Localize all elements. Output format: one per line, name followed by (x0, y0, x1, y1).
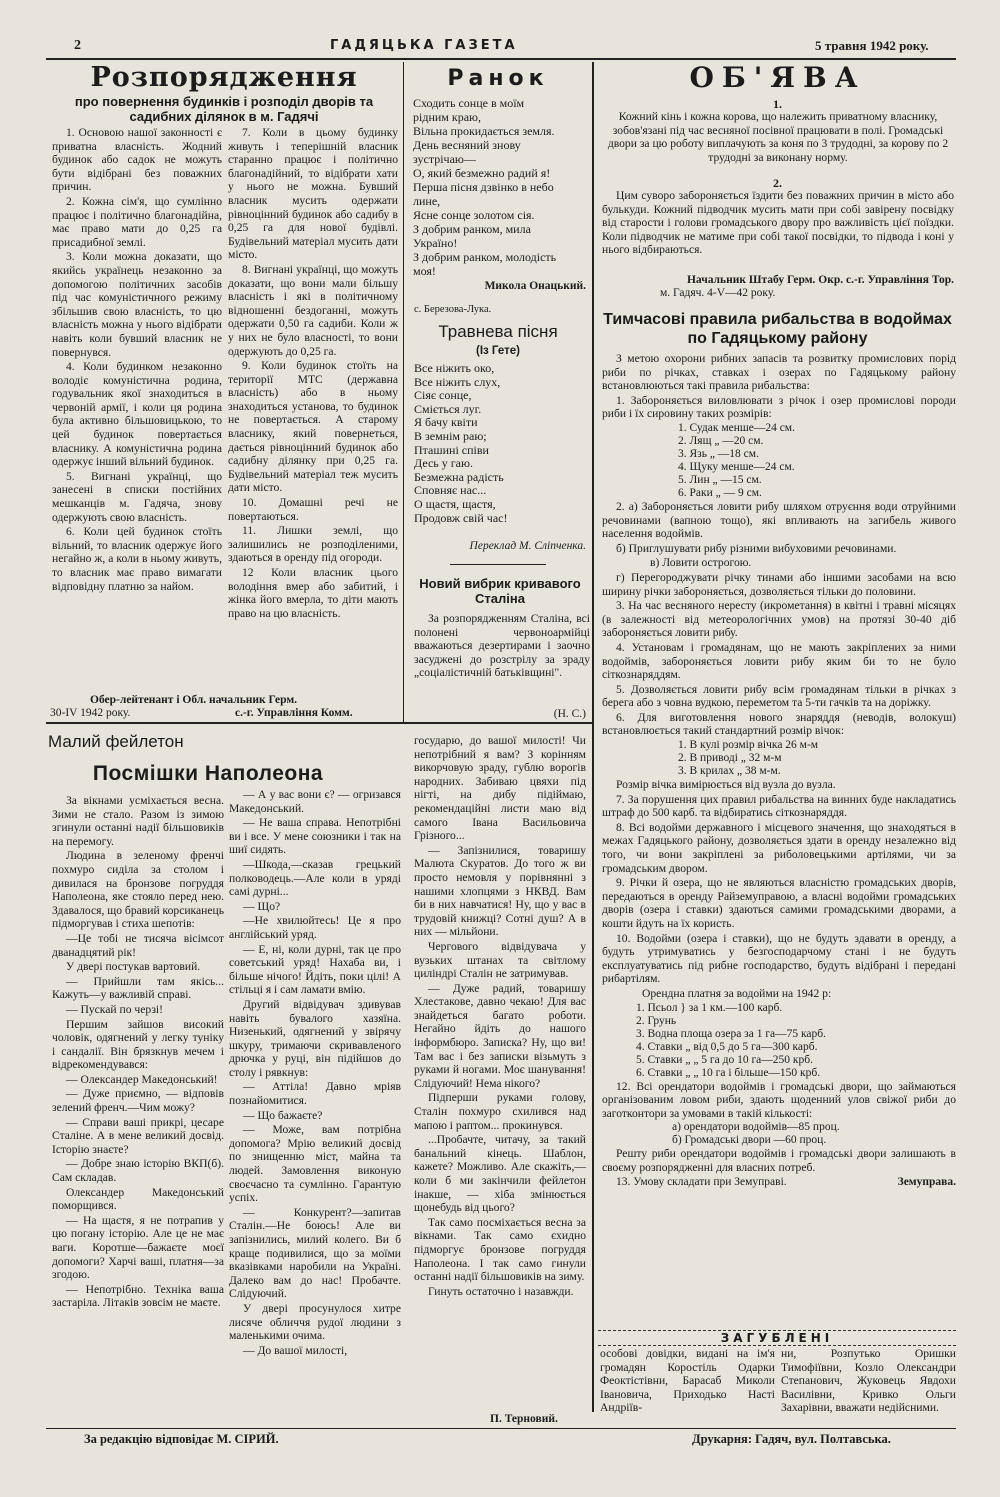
note-sign: (Н. С.) (553, 708, 586, 720)
list-item: 1. В кулі розмір вічка 26 м-м (678, 739, 819, 752)
list-item: 3. Язь „ —18 см. (678, 447, 759, 460)
feuilleton-author: П. Терновий. (490, 1413, 558, 1425)
poem-place: с. Березова-Лука. (414, 304, 492, 315)
column-rule (592, 62, 594, 1412)
feuilleton-paragraph: — До вашої милості, (243, 1343, 348, 1357)
fishing-paragraph: Орендна платня за водойми на 1942 р: (642, 986, 832, 1000)
section-rule (46, 722, 592, 724)
footer-printer: Друкарня: Гадяч, вул. Полтавська. (692, 1432, 891, 1446)
feuilleton-column-1 (52, 794, 224, 1311)
decree-paragraph: 2. Кожна сім'я, що сумлінно працює і політично благонадійна, має право мати до 0,25 га присадибної землі. (52, 194, 222, 249)
decree-paragraph: 4. Коли будинком незаконно володіє комуністична родина, годувальник якої знаходиться в червоній армії, і коли ця родина була активно більшовицькою, то цей будинок повертається власнику. А комуністична родина одержує інший вільний будинок. (52, 360, 222, 469)
poem-subtitle: (Із Гете) (476, 345, 520, 357)
fishing-paragraph: 13. Умову складати при Земуправі. (616, 1175, 787, 1188)
notice-item-number: 1. (773, 97, 782, 111)
decree-column-2 (228, 126, 398, 621)
lost-text-col-2 (781, 1347, 956, 1416)
decree-paragraph: 5. Вигнані українці, що занесені в списки постійних мешканців м. Гадяча, знову одержують свою власність. (52, 469, 222, 524)
feuilleton-paragraph: — Дуже радий, товаришу Хлестакове, давно чекаю! Для вас знайдеться багато роботи. Негайно йдіть до нашого інформбюро. Записка? Ну, що ви! Там вас і без записки візьмуть з руками й ногами. Моє шанування! Слідуючий! Нема нікого? (414, 981, 586, 1090)
list-item: б) Громадські двори —60 проц. (672, 1134, 827, 1147)
feuilleton-paragraph: ...Пробачте, читачу, за такий банальний кінець. Шаблон, кажете? Можливо. Але скажіть,—коли б ми закінчили фейлетон інакше, — хіба змінюється щонебудь від цього? (414, 1133, 586, 1215)
fishing-sign: Земуправа. (897, 1175, 956, 1188)
feuilleton-paragraph: — Непотрібно. Техніка ваша застаріла. Літаків зовсім не маєте. (52, 1282, 224, 1310)
feuilleton-paragraph: Першим зайшов високий чоловік, одягнений у легку туніку і сандалії. Він брязкнув мечем і відрекомендувався: (52, 1017, 224, 1072)
feuilleton-paragraph: — Що бажаєте? (243, 1108, 323, 1122)
notice-body-2 (602, 189, 954, 258)
feuilleton-paragraph: — Дуже приємно, — відповів зелений френч.—Чим можу? (52, 1087, 224, 1115)
size-list (602, 422, 956, 500)
fishing-paragraph: З метою охорони рибних запасів та розвитку промислових порід риби по річках, ставках і озерах по Гадяцькому району встановлюються такі правила рибальства: (602, 352, 956, 393)
decree-paragraph: 6. Коли цей будинок стоїть вільний, то власник одержує його негайно ж, а коли в ньому живуть, то власник має право вимагати відповідну платню за найом. (52, 525, 222, 593)
decree-paragraph: 9. Коли будинок стоїть на території МТС (державна власність) або в ньому знаходиться установа, то будинок не повертається. А старому власнику, який повернеться, дається рівноцінний будинок або садибну ділянку при 0,25 га. Будівельний матеріал теж мусить дати місто. (228, 359, 398, 495)
feuilleton-paragraph: —Це тобі не тисяча вісімсот дванадцятий рік! (52, 931, 224, 959)
issue-date: 5 травня 1942 року. (815, 38, 929, 53)
feuilleton-paragraph: У двері постукав вартовий. (66, 960, 201, 974)
list-item: 1. Псьол } за 1 км.—100 карб. (636, 1001, 783, 1014)
feuilleton-paragraph: Олександер Македонський поморщився. (52, 1185, 224, 1213)
poem-text: Сходить сонце в моїм рідним краю, Вільна прокидається земля. День весняний знову зустрічаю— О, який безмежно радий я! Перша пісня дзвінко в небо лине, Ясне сонце золотом сія. З добрим ранком, мила Україно! З добрим ранком, молодість моя! (413, 96, 557, 278)
fishing-paragraph: Розмір вічка вимірюється від вузла до вузла. (616, 778, 836, 792)
decree-column-1 (52, 126, 222, 594)
list-item: 3. Водна площа озера за 1 га—75 карб. (636, 1027, 827, 1040)
feuilleton-title: Посмішки Наполеона (92, 762, 324, 785)
poem-text: Все ніжить око, Все ніжить слух, Сіяє сонце, Сміється луг. Я бачу квіти В земнім раю; Пташині співи Десь у гаю. Безмежна радість Сповняє нас... О щастя, щастя, Продовж свій час! (414, 361, 508, 525)
fishing-footer (602, 1176, 956, 1190)
decree-date: 30-IV 1942 року. (50, 707, 131, 719)
feuilleton-paragraph: — Олександер Македонський! (66, 1072, 218, 1086)
mesh-list (602, 739, 956, 778)
note-text: За розпорядженням Сталіна, всі полонені червоноармійці вважаються дезертирами і заочно засуджені до розстрілу за зраду „соціалістичній батьківщині". (414, 612, 590, 680)
header-rule (46, 58, 956, 60)
fishing-title: Тимчасові правила рибальства в водоймах по Гадяцькому району (603, 311, 952, 347)
feuilleton-column-2 (229, 788, 401, 1358)
decree-title: Розпорядження (90, 62, 358, 93)
feuilleton-paragraph: государю, до вашої милості! Чи непотрібний я вам? З корінням викорчовую зраду, гублю ворогів народних. Забиваю цвяхи під нігті, на дибу підіймаю, рекомендаційні листи маю від самого Івана Васильовича Грізного... (414, 734, 586, 843)
lost-text-col-1 (600, 1347, 775, 1416)
list-item: 1. Судак менше—24 см. (678, 421, 795, 434)
list-item: 3. В крилах „ 38 м-м. (678, 765, 781, 778)
feuilleton-paragraph: — А у вас вони є? — огризався Македонський. (229, 788, 401, 815)
list-item: 5. Ставки „ „ 5 га до 10 га—250 крб. (636, 1053, 813, 1066)
notice-item-number: 2. (773, 176, 782, 190)
note-body (414, 612, 590, 681)
feuilleton-paragraph: —Шкода,—сказав грецький полководець.—Але коли в уряді самі дурні... (229, 857, 401, 899)
decree-paragraph: 11. Лишки землі, що залишились не розподіленими, здаються в оренду під огороди. (228, 524, 398, 565)
list-item: 4. Ставки „ від 0,5 до 5 га—300 карб. (636, 1040, 818, 1053)
poem-author: Микола Онацький. (484, 280, 586, 292)
fishing-paragraph: 10. Водойми (озера і ставки), що не будуть здавати в оренду, а будуть утримуватись у безгосподарчому стані і не будуть експлуатуватись під рибне господарство, будуть відібрані і передані рибартілям. (602, 931, 956, 986)
feuilleton-paragraph: —Не хвилюйтесь! Це я про англійський уряд. (229, 914, 401, 941)
notice-paragraph: Цим суворо забороняється їздити без поважних причин в місто або булькуди. Кожний підводчик мусить мати при собі завірену посвідку від старости і голови громадського двору про важливість цієї поїздки. Коли підводчик не матиме при собі такої посвідки, то підвода і коні у нього відбираються. (602, 189, 954, 257)
fishing-paragraph: 5. Дозволяється ловити рибу всім громадянам тільки в річках з берега або з човна вудкою, переметом та 5-ти гачків та на доріжку. (602, 682, 956, 710)
note-title: Новий вибрик кривавого Сталіна (419, 576, 581, 606)
fishing-paragraph: 1. Забороняється виловлювати з річок і озер промислові породи риби і їх сировину таких розмірів: (602, 393, 956, 421)
lost-text: особові довідки, видані на ім'я громадян Коростіль Одарки Феоктістівни, Бараcаб Миколи Івановича, Приходько Насті Андріїв- (600, 1347, 775, 1415)
poem-title: Ранок (447, 66, 549, 91)
list-item: 2. Грунь (636, 1014, 677, 1027)
list-item: 6. Раки „ — 9 см. (678, 486, 762, 499)
poem-title: Травнева пісня (438, 322, 558, 341)
decree-signature-2: с.-г. Управління Комм. (235, 707, 353, 719)
decree-signature: Обер-лейтенант і Обл. начальник Герм. (90, 694, 298, 706)
decree-paragraph: 3. Коли можна доказати, що якийсь українець незаконно за допомогою політичних засобів під час комуністичного режиму збільшив свою власність, то цю власність можна у нього відібрати навіть коли бувший власник не повернувся. (52, 250, 222, 359)
fishing-rules (602, 352, 956, 1189)
fishing-paragraph: 7. За порушення цих правил рибальства на винних буде накладатись штраф до 500 карб. та відбиратись сіткознаряддя. (602, 792, 956, 820)
decree-subtitle: про повернення будинків і розподіл дворів та садибних ділянок в м. Гадячі (74, 94, 374, 124)
list-item: 2. В приводі „ 32 м-м (678, 752, 782, 765)
fishing-paragraph: Решту риби орендатори водоймів і громадські двори залишають в своєму розпорядженні для власних потреб. (602, 1147, 956, 1174)
fishing-paragraph: 4. Установам і громадянам, що не мають закріплених за ними водоймів, забороняється ловити рибу яким би то не було сіткознаряддям. (602, 640, 956, 682)
feuilleton-paragraph: — Може, вам потрібна допомога? Мрію великий досвід по знищенню міст, майна та людей. Замовлення виконую своєчасно та сумлінно. Гарантую успіх. (229, 1123, 401, 1205)
divider (450, 564, 546, 565)
feuilleton-paragraph: — Аттіла! Давно мріяв познайомитися. (229, 1080, 401, 1108)
fishing-paragraph: 8. Всі водойми державного і місцевого значення, що знаходяться в межах Гадяцького району, дозволяється здати в оренду незалежно від того, чи вони закріплені за риболовецькими артілями, чи за громадським двором. (602, 820, 956, 875)
fishing-paragraph: 6. Для виготовлення нового знаряддя (неводів, волокуш) встановлюється такий стандартний розмір вічок: (602, 710, 956, 738)
list-item: 5. Лин „ —15 см. (678, 473, 762, 486)
feuilleton-kicker: Малий фейлетон (48, 732, 184, 751)
decree-paragraph: 10. Домашні речі не повертаються. (228, 496, 398, 523)
feuilleton-column-3 (414, 734, 586, 1299)
feuilleton-paragraph: — Справи ваші прикрі, цесаре Сталіне. А в мене великий досвід. Історію знаєте? (52, 1115, 224, 1156)
lost-text: ни, Розпутько Оришки Тимофіївни, Козло Олександри Степанович, Жуковець Явдохи Василівни, Кривко Ольги Захарівни, вважати недійсними. (781, 1347, 956, 1415)
feuilleton-paragraph: Так само посміхається весна за вікнами. Так само єхидно підморгує бронзове погруддя Наполеона. І так само гинули останні надії більшовиків на зиму. (414, 1215, 586, 1284)
fishing-paragraph: б) Приглушувати рибу різними вибуховими речовинами. (616, 541, 897, 555)
feuilleton-paragraph: — Що? (243, 899, 281, 913)
rent-list (602, 1002, 956, 1080)
fishing-paragraph: 3. На час весняного нересту (икрометання) в квітні і травні місяцях (в залежності від метеорологічних умов) на протязі 30-40 діб забороняється ловити рибу. (602, 599, 956, 640)
feuilleton-paragraph: Гинуть остаточно і назавжди. (428, 1284, 574, 1298)
poem-translator: Переклад М. Сліпченка. (469, 540, 586, 552)
footer-rule (46, 1428, 956, 1429)
page-number: 2 (74, 38, 81, 53)
fishing-paragraph: 9. Річки й озера, що не являються власністю громадських дворів, передаються в оренду Райземуправою, а власні водойми громадських дворів (озера і ставки) здаються самими громадськими дворами, а кошти йдуть на їх користь. (602, 876, 956, 930)
feuilleton-paragraph: — Прийшли там якісь... Кажуть—у важливій справі. (52, 974, 224, 1002)
feuilleton-paragraph: — Не ваша справа. Непотрібні ви і все. У мене союзники і так на шиї сидять. (229, 816, 401, 857)
newspaper-title: ГАДЯЦЬКА ГАЗЕТА (330, 38, 518, 53)
feuilleton-paragraph: Людина в зеленому френчі похмуро сиділа за столом і дивилася на бронзове погруддя Наполеона, яке стояло перед нею. Здавалося, що бравий корсиканець підморгував і стиха шепотів: (52, 849, 224, 931)
feuilleton-paragraph: — На щастя, я не потрапив у цю погану історію. Але це не має ваги. Коротше—бажаєте моєї допомоги? Харчі ваші, платня—за згодою. (52, 1213, 224, 1282)
decree-paragraph: 8. Вигнані українці, що можуть доказати, що вони мали більшу власність і які в політичному відношенні бездоганні, можуть одержати 0,50 га садиби. Коли ж у них не було власності, то вони одержують до 0,25 га. (228, 262, 398, 358)
footer-editor: За редакцію відповідає М. СІРИЙ. (84, 1432, 279, 1446)
quota-list (602, 1121, 956, 1147)
feuilleton-paragraph: — Запізнилися, товаришу Малюта Скуратов. До того ж ви просто немовля у порівнянні з нашими хлопцями з НКВД. Вам би в них навчатися! Ну, що у вас в трудовій книжці? Сотні душ? А в них — мільйони. (414, 843, 586, 939)
feuilleton-paragraph: — Конкурент?—запитав Сталін.—Не боюсь! Але ви запізнились, милий колего. Ви б краще подивилися, що за моїми вказівками наробили на Україні. Далеко вам до нас! Пробачте. Слідуючий. (229, 1205, 401, 1301)
decree-paragraph: 7. Коли в цьому будинку живуть і теперішній власник старанно працює і політично благонадійний, то відібрати хати у нього не можна. Бувший власник мусить одержати рівноцінний будинок або садибу в 0,25 га для нової будівлі. Будівельний матеріал мусить дати місто. (228, 126, 398, 262)
notice-sign: Начальник Штабу Герм. Окр. с.-г. Управління Тор. (686, 274, 954, 286)
list-item: 4. Щуку менше—24 см. (678, 460, 795, 473)
notice-paragraph: Кожний кінь і кожна корова, що належить приватному власнику, зобов'язані під час весняної посівної працювати в полі. Громадські двори за цю роботу виплачують за коня по 3 трудодні, за корову по 2 трудодні за виконану норму. (607, 110, 949, 164)
fishing-paragraph: в) Ловити острогою. (650, 556, 752, 570)
fishing-paragraph: 12. Всі орендатори водоймів і громадські двори, що займаються організованим ловом риби, здають щоденний улов свіжої риби до заготконтори за умовами в такій кількості: (602, 1079, 956, 1120)
decree-paragraph: 12 Коли власник цього володіння вмер або забитий, і жінка його вмерла, то діти мають право на цю власність. (228, 566, 398, 620)
fishing-paragraph: 2. а) Забороняється ловити рибу шляхом отруєння води отруйними речовинами (вапною тощо), які впливають на загибель живого населення водоймів. (602, 499, 956, 541)
notice-title: ОБ'ЯВА (689, 61, 866, 94)
feuilleton-paragraph: — Пускай по черзі! (66, 1002, 163, 1016)
decree-paragraph: 1. Основою нашої законності є приватна власність. Жодний будинок або садок не можуть бути відібрані без поважних причин. (52, 126, 222, 194)
feuilleton-paragraph: У двері просунулося хитре лисяче обличчя рудої людини з маленькими очима. (229, 1301, 401, 1343)
feuilleton-paragraph: За вікнами усміхається весна. Зими не стало. Разом із зимою згинули останні надії більшовиків на перемогу. (52, 794, 224, 848)
feuilleton-paragraph: Підперши руками голову, Сталін похмуро схилився над мапою і раптом... прокинувся. (414, 1091, 586, 1132)
list-item: 2. Лящ „ —20 см. (678, 434, 764, 447)
fishing-paragraph: г) Перегороджувати річку тинами або іншими засобами на всю ширину річки забороняється, дозволяється тільки до половини. (602, 570, 956, 598)
lost-title: ЗАГУБЛЕНІ (598, 1330, 956, 1346)
feuilleton-paragraph: Другий відвідувач здивував навіть бувалого хазяїна. Низенький, одягнений у звірячу шкуру, тримаючи скривавленого дрючка у руці, він підійшов до столу і рявкнув: (229, 997, 401, 1079)
notice-body-1 (602, 110, 954, 165)
column-rule (403, 62, 404, 722)
list-item: а) орендатори водоймів—85 проц. (672, 1121, 840, 1134)
list-item: 6. Ставки „ „ 10 га і більше—150 крб. (636, 1066, 821, 1079)
feuilleton-paragraph: — Добре знаю історію ВКП(б). Сам складав. (52, 1157, 224, 1185)
feuilleton-paragraph: — Е, ні, коли дурні, так це про советський уряд! Нахаба ви, і більше нічого! Йдіть, поки цілі! А стільці я і сам ламати вмію. (229, 942, 401, 997)
feuilleton-paragraph: Чергового відвідувача у вузьких штанах та світлому циліндрі Сталін не затримував. (414, 939, 586, 981)
notice-date: м. Гадяч. 4-V—42 року. (660, 287, 776, 299)
